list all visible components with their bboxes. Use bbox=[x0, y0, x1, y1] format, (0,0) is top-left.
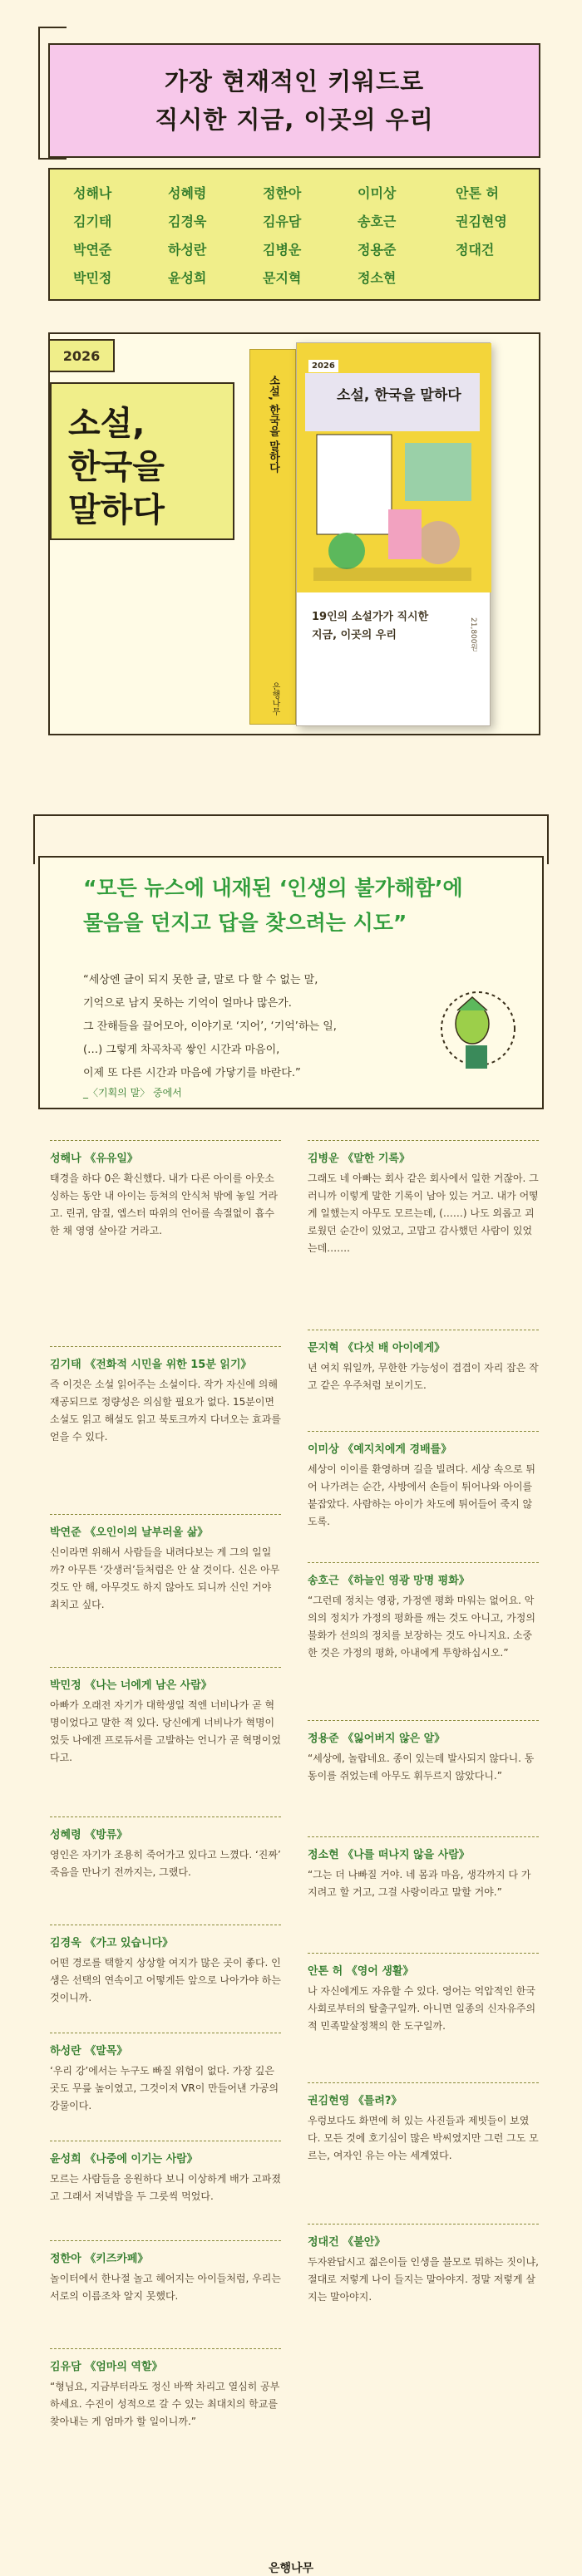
author-name: 김병운 bbox=[263, 242, 302, 258]
excerpt-body: 그래도 네 아빠는 회사 같은 회사에서 일한 거잖아. 그러니까 이렇게 말한 기록이 남아 있는 거고. 내가 어떻게 일했는지 아무도 모르는데, (……) 나도 외롭고 괴로웠던 순간이 있었고, 고맙고 감사했던 사람이 있었는데……. bbox=[308, 1172, 539, 1254]
quote-headline-line-1: “모든 뉴스에 내재된 ‘인생의 불가해함’에 bbox=[83, 876, 463, 900]
excerpt-entry bbox=[50, 1140, 281, 1240]
character-illustration bbox=[432, 981, 524, 1080]
excerpt-entry bbox=[308, 1431, 539, 1531]
excerpt-entry bbox=[50, 1925, 281, 2007]
excerpt-body: 세상이 이이를 환영하며 길을 빌려다. 세상 속으로 튀어 나가려는 순간, 사방에서 손들이 튀어나와 아이를 붙잡았다. 사람하는 아이가 차도에 튀어들어 죽지 않도록. bbox=[308, 1463, 535, 1527]
excerpt-body: 모르는 사람들을 응원하다 보니 이상하게 배가 고파졌고 그래서 저녁밥을 두 그릇씩 먹었다. bbox=[50, 2173, 281, 2202]
excerpt-entry bbox=[308, 1836, 539, 1901]
year-tag: 2026 bbox=[48, 339, 115, 372]
excerpt-entry bbox=[50, 1514, 281, 1614]
spine-title: 소설, 한국을 말하다 bbox=[267, 375, 279, 473]
cover-title: 소설, 한국을 말하다 bbox=[337, 387, 461, 404]
author-name: 문지혁 bbox=[263, 270, 302, 286]
excerpt-title: 성혜령 《방류》 bbox=[50, 1829, 128, 1841]
quote-headline bbox=[83, 871, 463, 941]
authors-card bbox=[48, 168, 540, 301]
author-name: 성해나 bbox=[73, 185, 112, 201]
author-name: 권김현영 bbox=[456, 214, 507, 229]
quote-line: (…) 그렇게 차곡차곡 쌓인 시간과 마음이, bbox=[83, 1044, 280, 1056]
author-name: 박민정 bbox=[73, 270, 112, 286]
author-name: 정소현 bbox=[358, 270, 397, 286]
excerpt-entry bbox=[308, 1562, 539, 1662]
excerpt-title: 정한아 《키즈카페》 bbox=[50, 2253, 149, 2265]
author-name: 정용준 bbox=[358, 242, 397, 258]
excerpt-entry bbox=[50, 2348, 281, 2431]
excerpt-entry bbox=[50, 1667, 281, 1767]
excerpt-body: 어떤 경로를 택할지 상상할 여지가 많은 곳이 좋다. 인생은 선택의 연속이고 어떻게든 앞으로 나아가야 하는 것이니까. bbox=[50, 1957, 281, 2003]
book-spine bbox=[249, 349, 296, 725]
book-title-line-3: 말하다 bbox=[68, 491, 165, 529]
excerpt-entry bbox=[308, 1330, 539, 1394]
excerpt-body: 즉 이것은 소설 읽어주는 소설이다. 작가 자신에 의해 재공되므로 정량성은 의심할 필요가 없다. 15분이면 소설도 읽고 해설도 읽고 북토크까지 다녀오는 효과를 얻을 수 있다. bbox=[50, 1379, 281, 1443]
author-name: 박연준 bbox=[73, 242, 112, 258]
excerpt-entry bbox=[308, 2224, 539, 2306]
author-name: 송호근 bbox=[358, 214, 397, 229]
excerpt-body: “세상에, 놀랍네요. 종이 있는데 발사되지 않다니. 동동이를 쥐었는데 아무도 휘두르지 않았다니.” bbox=[308, 1753, 535, 1782]
excerpt-body: 년 여치 워일까, 무한한 가능성이 겹겹이 자리 잡은 작고 같은 우주처럼 보이기도. bbox=[308, 1362, 539, 1391]
excerpt-body: 우렁보다도 화면에 허 있는 사진들과 제빗들이 보였다. 모든 것에 호기심이 많은 박씨였지만 그런 그도 모르는, 여자인 유는 아는 세계였다. bbox=[308, 2115, 539, 2161]
book-title-line-2: 한국을 bbox=[68, 448, 165, 486]
excerpt-title: 문지혁 《다섯 배 아이에게》 bbox=[308, 1342, 446, 1354]
author-name: 안톤 허 bbox=[456, 185, 499, 201]
headline-line-2: 직시한 지금, 이곳의 우리 bbox=[155, 106, 434, 134]
excerpt-body: 두자완답시고 젊은이들 인생을 불모로 뭐하는 짓이냐, 절대로 저렇게 나이 들지는 말아야지. 정말 저렇게 살지는 말아야지. bbox=[308, 2256, 539, 2303]
excerpt-title: 송호근 《하늘인 영광 망명 평화》 bbox=[308, 1575, 470, 1587]
quote-headline-line-2: 물음을 던지고 답을 찾으려는 시도” bbox=[83, 911, 407, 935]
excerpt-title: 박민정 《나는 너에게 남은 사람》 bbox=[50, 1679, 212, 1692]
headline-line-1: 가장 현재적인 키워드로 bbox=[164, 67, 425, 96]
excerpt-body: 나 자신에게도 자유할 수 있다. 영어는 억압적인 한국 사회로부터의 탈출구일까. 아니면 일종의 신자유주의적 민족말살정책의 한 도구일까. bbox=[308, 1985, 536, 2032]
quote-line: 그 잔해들을 끌어모아, 이야기로 ‘지어’, ‘기억’하는 일, bbox=[83, 1020, 337, 1033]
author-name: 하성란 bbox=[168, 242, 207, 258]
author-name: 김유담 bbox=[263, 214, 302, 229]
excerpt-body: 놀이터에서 한나절 놀고 헤어지는 아이들처럼, 우리는 서로의 이름조차 알지 못했다. bbox=[50, 2273, 281, 2302]
quote-line: “세상엔 글이 되지 못한 글, 말로 다 할 수 없는 말, bbox=[83, 974, 318, 986]
book-title-box bbox=[50, 382, 234, 540]
author-name: 정대건 bbox=[456, 242, 495, 258]
excerpt-entry bbox=[50, 1816, 281, 1881]
cover-illustration bbox=[297, 343, 491, 592]
excerpt-body: 신이라면 위해서 사람들을 내려다보는 게 그의 일일까? 아무튼 ‘갓생러’들처럼은 안 살 것이다. 신은 아무것도 안 해, 아무것도 하지 않아도 되니까 신인 거야 최치고 싶다. bbox=[50, 1546, 280, 1610]
excerpt-title: 윤성희 《나중에 이기는 사람》 bbox=[50, 2153, 198, 2166]
publisher-logo: 은행나무 bbox=[268, 2562, 314, 2575]
excerpt-title: 김유담 《엄마의 역할》 bbox=[50, 2361, 163, 2373]
author-name: 김기태 bbox=[73, 214, 112, 229]
excerpt-entry bbox=[50, 1346, 281, 1446]
excerpt-body: “그런데 정치는 영광, 가정엔 평화 마워는 없어요. 악의의 정치가 가정의 평화를 깨는 것도 아니고, 가정의 불화가 선의의 정치를 보장하는 것도 아니지요. 소중한 것은 가정의 평화, 아내에게 투항하십시오.” bbox=[308, 1595, 535, 1659]
excerpt-entry bbox=[50, 2033, 281, 2115]
excerpt-title: 권김현영 《틀려?》 bbox=[308, 2095, 402, 2107]
excerpt-title: 박연준 《오인이의 날부러울 삶》 bbox=[50, 1526, 209, 1539]
headline-card bbox=[48, 43, 540, 158]
quote-source: _〈기획의 말〉 중에서 bbox=[83, 1087, 182, 1099]
quote-line: 이제 또 다른 시간과 마음에 가닿기를 바란다.” bbox=[83, 1067, 301, 1079]
spine-publisher: 은행나무 bbox=[270, 682, 279, 715]
excerpt-title: 안톤 허 《영어 생활》 bbox=[308, 1965, 414, 1978]
cover-subtitle-1: 19인의 소설가가 직시한 bbox=[312, 611, 429, 623]
excerpt-title: 하성란 《말목》 bbox=[50, 2045, 128, 2057]
excerpt-body: “그는 더 나빠질 거야. 네 몸과 마음, 생각까지 다 가지려고 할 거고, 그걸 사랑이라고 말할 거야.” bbox=[308, 1869, 531, 1898]
excerpt-entry bbox=[308, 2082, 539, 2165]
excerpt-body: 아빠가 오래전 자기가 대학생일 적엔 너비나가 곧 혁명이었다고 말한 적 있다. 당신에게 너비나가 혁명이었듯 나에겐 프로듀서를 고발하는 언니가 곧 혁명이었다고. bbox=[50, 1699, 281, 1763]
author-name: 성혜령 bbox=[168, 185, 207, 201]
excerpt-title: 김병운 《말한 기록》 bbox=[308, 1153, 410, 1165]
excerpt-title: 이미상 《예지치에게 경배를》 bbox=[308, 1443, 452, 1456]
cover-price: 21,800원 bbox=[469, 617, 477, 651]
card-tab-decoration bbox=[38, 27, 67, 160]
excerpt-title: 정소현 《나를 떠나지 않을 사람》 bbox=[308, 1849, 470, 1861]
excerpt-entry bbox=[50, 2141, 281, 2205]
author-name: 이미상 bbox=[358, 185, 397, 201]
excerpt-title: 김기태 《전화적 시민을 위한 15분 읽기》 bbox=[50, 1359, 252, 1371]
excerpt-entry bbox=[50, 2240, 281, 2305]
book-image bbox=[249, 342, 491, 726]
book-front-cover bbox=[296, 342, 491, 726]
excerpt-body: ‘우리 강’에서는 누구도 빠질 위험이 없다. 가장 깊은 곳도 무릎 높이였고, 그것이저 VR이 만들어낸 가공의 강물이다. bbox=[50, 2065, 279, 2111]
author-name: 정한아 bbox=[263, 185, 302, 201]
cover-year: 2026 bbox=[308, 360, 338, 372]
author-name: 김경욱 bbox=[168, 214, 207, 229]
excerpt-body: 영인은 자기가 조용히 죽어가고 있다고 느꼈다. ‘진짜’ 죽음을 만나기 전까지는, 그랬다. bbox=[50, 1849, 281, 1878]
author-name: 윤성희 bbox=[168, 270, 207, 286]
excerpt-entry bbox=[308, 1953, 539, 2035]
excerpt-title: 김경욱 《가고 있습니다》 bbox=[50, 1937, 174, 1949]
excerpt-body: 태경을 하다 0은 확신했다. 내가 다른 아이를 아웃소싱하는 동안 내 아이는 등쳐의 안식처 밖에 놓일 거라고. 린귀, 암질, 엡스터 따위의 언어를 속절없이 흡수한 채 영영 살아갈 거라고. bbox=[50, 1172, 278, 1236]
quote-line: 기억으로 남지 못하는 기억이 얼마나 많은가. bbox=[83, 997, 292, 1010]
excerpt-entry bbox=[308, 1720, 539, 1785]
excerpt-title: 정용준 《잃어버지 않은 알》 bbox=[308, 1733, 446, 1745]
quote-body bbox=[83, 969, 466, 1085]
cover-subtitle-2: 지금, 이곳의 우리 bbox=[312, 629, 397, 642]
excerpt-title: 정대건 《불안》 bbox=[308, 2236, 386, 2249]
excerpt-title: 성해나 《유유일》 bbox=[50, 1153, 138, 1165]
excerpt-body: “형님요, 지금부터라도 정신 바짝 차리고 열심히 공부하세요. 수진이 성적으로 갈 수 있는 최대치의 학교를 찾아내는 게 엄마가 할 일이니까.” bbox=[50, 2381, 280, 2427]
book-title-line-1: 소설, bbox=[68, 405, 146, 443]
excerpt-entry bbox=[308, 1140, 539, 1257]
